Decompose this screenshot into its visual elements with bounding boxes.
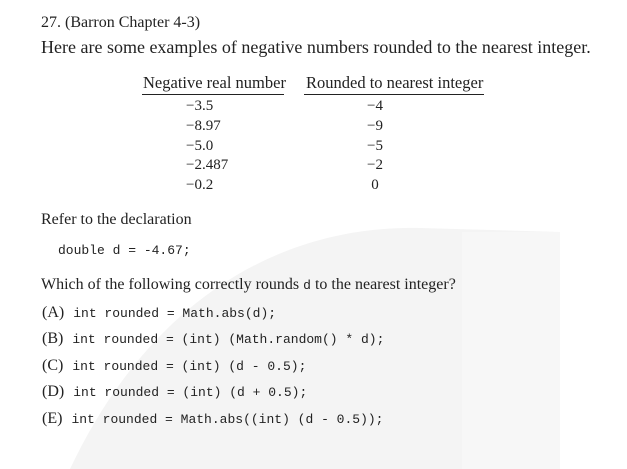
option-b[interactable]: [42, 330, 384, 348]
option-c-label: (C): [42, 357, 64, 374]
option-a[interactable]: [42, 304, 276, 322]
question-intro: Here are some examples of negative numbers rounded to the nearest integer.: [41, 37, 591, 57]
option-a-label: (A): [42, 304, 65, 321]
prompt-before: Which of the following correctly rounds: [41, 276, 304, 293]
option-c-code: int rounded = (int) (d - 0.5);: [72, 359, 307, 374]
table-cell-rounded-3: −5: [367, 138, 383, 154]
question-prompt: [41, 276, 456, 294]
table-cell-real-2: −8.97: [186, 118, 221, 134]
option-b-label: (B): [42, 330, 64, 347]
option-e[interactable]: [42, 410, 384, 428]
prompt-variable: d: [303, 278, 311, 293]
option-d[interactable]: [42, 383, 307, 401]
table-header-rule-right: [304, 94, 484, 95]
option-b-code: int rounded = (int) (Math.random() * d);: [72, 332, 385, 347]
option-d-code: int rounded = (int) (d + 0.5);: [73, 385, 308, 400]
option-e-code: int rounded = Math.abs((int) (d - 0.5));: [71, 412, 384, 427]
question-number: 27. (Barron Chapter 4-3): [41, 14, 201, 31]
table-cell-rounded-2: −9: [367, 118, 383, 134]
table-header-rounded: Rounded to nearest integer: [306, 73, 484, 92]
option-d-label: (D): [42, 383, 65, 400]
table-cell-rounded-1: −4: [367, 98, 383, 114]
prompt-after: to the nearest integer?: [310, 276, 456, 293]
table-cell-real-5: −0.2: [186, 177, 214, 193]
option-a-code: int rounded = Math.abs(d);: [73, 306, 277, 321]
table-cell-real-3: −5.0: [186, 138, 214, 154]
table-header-negative-real: Negative real number: [143, 73, 286, 92]
table-header-rule-left: [142, 94, 284, 95]
table-cell-rounded-4: −2: [367, 157, 383, 173]
option-c[interactable]: [42, 357, 306, 375]
table-cell-real-1: −3.5: [186, 98, 214, 114]
declaration-code: double d = -4.67;: [58, 243, 191, 258]
refer-text: Refer to the declaration: [41, 211, 192, 228]
table-cell-real-4: −2.487: [186, 157, 229, 173]
table-cell-rounded-5: 0: [371, 177, 379, 193]
option-e-label: (E): [42, 410, 63, 427]
